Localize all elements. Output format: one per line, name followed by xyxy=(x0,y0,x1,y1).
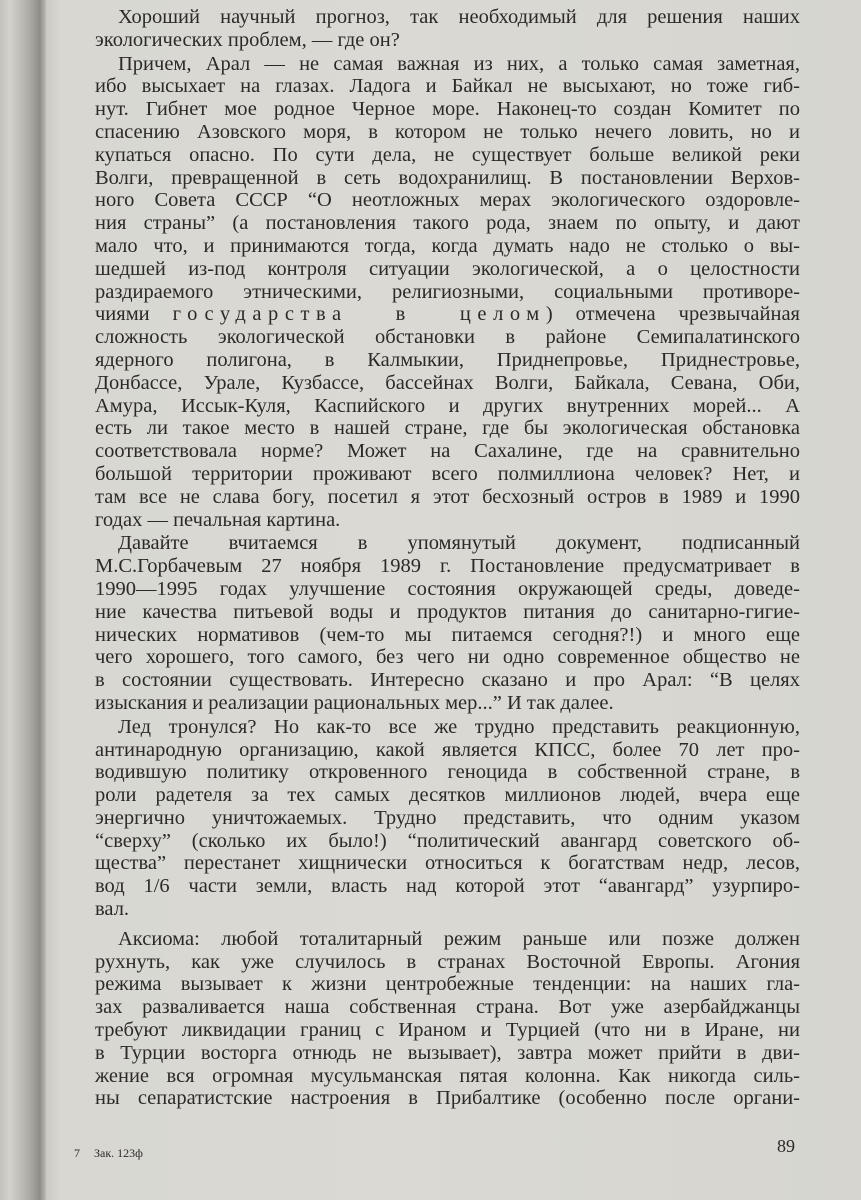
text-line: есть ли такое место в нашей стране, где бы экологическая обстановка xyxy=(95,417,800,440)
text-line: водившую политику откровенного геноцида в собственной стране, в xyxy=(95,761,800,784)
paragraph xyxy=(95,53,800,532)
paragraph xyxy=(95,716,800,921)
text-line: 1990—1995 годах улучшение состояния окружающей среды, доведе- xyxy=(95,577,800,600)
text-line: ибо высыхает на глазах. Ладога и Байкал не высыхают, но тоже гиб- xyxy=(95,75,800,98)
text-line: ния страны” (а постановления такого рода, знаем по опыту, и дают xyxy=(95,212,800,235)
text-line: рухнуть, как уже случилось в странах Восточной Европы. Агония xyxy=(95,950,800,973)
text-line: “сверху” (сколько их было!) “политический авангард советского об- xyxy=(95,829,800,852)
text-line: жение вся огромная мусульманская пятая колонна. Как никогда силь- xyxy=(95,1064,800,1087)
text-segment: чиями xyxy=(95,303,173,326)
text-line: купаться опасно. По сути дела, не существует больше великой реки xyxy=(95,143,800,166)
signature-mark: 7 xyxy=(74,1146,80,1160)
text-line: Амура, Иссык-Куля, Каспийского и других внутренних морей... А xyxy=(95,394,800,417)
text-line: Хороший научный прогноз, так необходимый для решения наших xyxy=(118,6,800,28)
text-line: ядерного полигона, в Калмыкии, Приднепровье, Приднестровье, xyxy=(95,348,800,371)
text-line: мало что, и принимаются тогда, когда думать надо не столько о вы- xyxy=(95,234,800,257)
text-line: режима вызывает к жизни центробежные тенденции: на наших гла- xyxy=(95,973,800,996)
text-line: антинародную организацию, какой является КПСС, более 70 лет про- xyxy=(95,738,800,761)
text-line: ного Совета СССР “О неотложных мерах экологического оздоровле- xyxy=(95,189,800,212)
text-line: чего хорошего, того самого, без чего ни одно современное общество не xyxy=(95,646,800,669)
text-line: шедшей из-под контроля ситуации экологической, а о целостности xyxy=(95,257,800,280)
text-line: в состоянии существовать. Интересно сказано и про Арал: “В целях xyxy=(95,669,800,692)
print-order-mark: Зак. 123ф xyxy=(94,1146,143,1160)
text-line: энергично уничтожаемых. Трудно представить, что одним указом xyxy=(95,806,800,829)
text-line: Давайте вчитаемся в упомянутый документ, подписанный xyxy=(118,532,800,555)
text-line: М.С.Горбачевым 27 ноября 1989 г. Постановление предусматривает в xyxy=(95,555,800,578)
text-line: требуют ликвидации границ с Ираном и Турцией (что ни в Иране, ни xyxy=(95,1019,800,1042)
paragraph xyxy=(95,928,800,1110)
text-line: экологических проблем, — где он? xyxy=(95,28,400,51)
text-line: ны сепаратистские настроения в Прибалтике (особенно после органи- xyxy=(95,1087,800,1110)
book-binding-edge xyxy=(0,0,46,1200)
text-line: соответствовала норме? Может на Сахалине, где на сравнительно xyxy=(95,440,800,463)
text-line: спасению Азовского моря, в котором не только нечего ловить, но и xyxy=(95,120,800,143)
text-line: Волги, превращенной в сеть водохранилищ. В постановлении Верхов- xyxy=(95,166,800,189)
text-line: Лед тронулся? Но как-то все же трудно представить реакционную, xyxy=(118,715,800,738)
text-line: ние качества питьевой воды и продуктов питания до санитарно-гигие- xyxy=(95,600,800,623)
page-number: 89 xyxy=(777,1136,795,1156)
spaced-emphasis-text: государства в целом xyxy=(172,303,546,326)
text-line: нут. Гибнет мое родное Черное море. Наконец-то создан Комитет по xyxy=(95,98,800,121)
text-line: нических нормативов (чем-то мы питаемся сегодня?!) и много еще xyxy=(95,623,800,646)
paragraph xyxy=(95,532,800,714)
text-line xyxy=(95,303,800,326)
text-line: там все не слава богу, посетил я этот бесхозный остров в 1989 и 1990 xyxy=(95,485,800,508)
text-line: вод 1/6 части земли, власть над которой этот “авангард” узурпиро- xyxy=(95,875,800,898)
text-line: в Турции восторга отнюдь не вызывает), завтра может прийти в дви- xyxy=(95,1041,800,1064)
text-line: большой территории проживают всего полмиллиона человек? Нет, и xyxy=(95,462,800,485)
text-line: сложность экологической обстановки в районе Семипалатинского xyxy=(95,326,800,349)
text-line: вал. xyxy=(95,898,130,921)
text-line: раздираемого этническими, религиозными, социальными противоре- xyxy=(95,280,800,303)
text-line: Аксиома: любой тоталитарный режим раньше или позже должен xyxy=(118,927,800,950)
text-line: зах разваливается наша собственная страна. Вот уже азербайджанцы xyxy=(95,996,800,1019)
text-line: щества” перестанет хищнически относиться к богатствам недр, лесов, xyxy=(95,852,800,875)
text-line: годах — печальная картина. xyxy=(95,508,341,531)
text-segment: ) отмечена чрезвычайная xyxy=(545,303,800,326)
page-body-text xyxy=(95,6,800,1110)
text-line: Причем, Арал — не самая важная из них, а только самая заметная, xyxy=(118,52,800,75)
page-footer xyxy=(74,1136,795,1166)
text-line: Донбассе, Урале, Кузбассе, бассейнах Волги, Байкала, Севана, Оби, xyxy=(95,371,800,394)
text-line: роли радетеля за тех самых десятков миллионов людей, вчера еще xyxy=(95,784,800,807)
paragraph xyxy=(95,6,800,52)
text-line: изыскания и реализации рациональных мер...” И так далее. xyxy=(95,691,614,714)
